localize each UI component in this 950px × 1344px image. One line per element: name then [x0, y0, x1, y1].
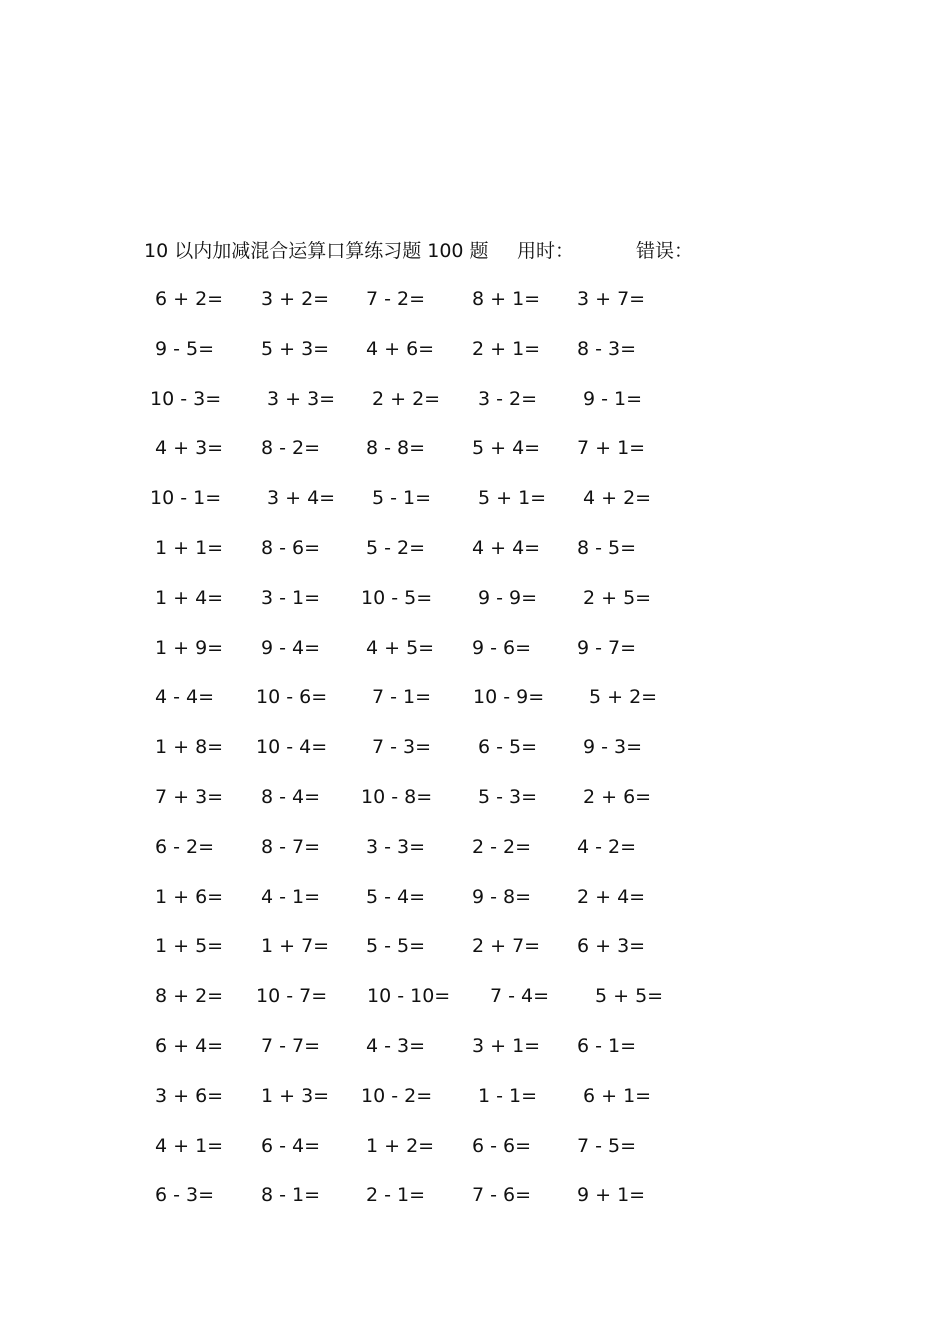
problem-item: 1 - 1=: [478, 1084, 538, 1107]
problem-item: 10 - 4=: [256, 736, 328, 759]
problem-item: 6 - 5=: [478, 736, 538, 759]
problem-row: [0, 1182, 950, 1232]
problem-row: [0, 286, 950, 336]
problem-item: 1 + 5=: [155, 935, 224, 958]
problem-item: 3 - 1=: [261, 586, 321, 609]
problem-item: 10 - 5=: [361, 586, 433, 609]
problem-item: 2 + 5=: [583, 586, 652, 609]
problem-item: 5 - 2=: [366, 536, 426, 559]
problem-item: 9 - 3=: [583, 736, 643, 759]
problem-item: 4 - 2=: [577, 835, 637, 858]
problem-row: [0, 1083, 950, 1133]
errors-label: 错误：: [636, 240, 694, 262]
problem-item: 5 - 1=: [372, 487, 432, 510]
problem-item: 9 - 5=: [155, 337, 215, 360]
problem-item: 7 - 3=: [372, 736, 432, 759]
problem-item: 7 - 1=: [372, 686, 432, 709]
problem-item: 3 - 3=: [366, 835, 426, 858]
problem-item: 2 + 7=: [472, 935, 541, 958]
problem-item: 8 - 3=: [577, 337, 637, 360]
problem-item: 8 - 6=: [261, 536, 321, 559]
problem-item: 3 + 2=: [261, 288, 330, 310]
problem-item: 3 + 1=: [472, 1034, 541, 1057]
problem-item: 6 + 4=: [155, 1034, 224, 1057]
problem-item: 6 - 6=: [472, 1134, 532, 1157]
problem-item: 3 + 6=: [155, 1084, 224, 1107]
problem-item: 5 + 5=: [595, 985, 664, 1008]
problem-item: 2 + 6=: [583, 785, 652, 808]
problem-item: 6 - 4=: [261, 1134, 321, 1157]
problem-item: 4 - 3=: [366, 1034, 426, 1057]
problem-row: [0, 386, 950, 436]
problem-item: 1 + 3=: [261, 1084, 330, 1107]
problem-item: 8 - 4=: [261, 785, 321, 808]
problem-item: 6 - 1=: [577, 1034, 637, 1057]
problem-item: 8 - 2=: [261, 437, 321, 460]
problem-item: 6 - 3=: [155, 1184, 215, 1207]
problem-item: 6 + 3=: [577, 935, 646, 958]
worksheet-title: 10 以内加减混合运算口算练习题 100 题: [144, 240, 489, 262]
problem-item: 9 + 1=: [577, 1184, 646, 1207]
problem-row: [0, 1133, 950, 1183]
problem-item: 7 - 2=: [366, 288, 426, 310]
problem-grid: [0, 286, 950, 1232]
problem-item: 7 - 4=: [490, 985, 550, 1008]
problem-row: [0, 585, 950, 635]
problem-item: 3 + 4=: [267, 487, 336, 510]
problem-item: 2 + 1=: [472, 337, 541, 360]
problem-item: 1 + 4=: [155, 586, 224, 609]
problem-item: 5 - 5=: [366, 935, 426, 958]
problem-item: 6 + 1=: [583, 1084, 652, 1107]
problem-item: 5 - 4=: [366, 885, 426, 908]
problem-item: 10 - 1=: [150, 487, 222, 510]
problem-row: [0, 1033, 950, 1083]
problem-row: [0, 834, 950, 884]
problem-item: 7 - 7=: [261, 1034, 321, 1057]
problem-item: 7 + 1=: [577, 437, 646, 460]
problem-item: 10 - 2=: [361, 1084, 433, 1107]
problem-item: 10 - 9=: [473, 686, 545, 709]
problem-item: 1 + 1=: [155, 536, 224, 559]
problem-item: 2 - 2=: [472, 835, 532, 858]
problem-row: [0, 435, 950, 485]
problem-item: 5 + 2=: [589, 686, 658, 709]
problem-item: 9 - 6=: [472, 636, 532, 659]
problem-item: 5 + 1=: [478, 487, 547, 510]
problem-row: [0, 535, 950, 585]
problem-item: 9 - 7=: [577, 636, 637, 659]
problem-item: 10 - 8=: [361, 785, 433, 808]
problem-item: 10 - 7=: [256, 985, 328, 1008]
problem-item: 5 + 3=: [261, 337, 330, 360]
problem-item: 8 - 5=: [577, 536, 637, 559]
problem-item: 9 - 1=: [583, 387, 643, 410]
problem-item: 3 + 3=: [267, 387, 336, 410]
problem-item: 4 + 1=: [155, 1134, 224, 1157]
problem-item: 1 + 2=: [366, 1134, 435, 1157]
problem-item: 10 - 3=: [150, 387, 222, 410]
problem-row: [0, 983, 950, 1033]
problem-row: [0, 635, 950, 685]
problem-item: 4 - 4=: [155, 686, 215, 709]
problem-item: 5 - 3=: [478, 785, 538, 808]
problem-item: 8 + 1=: [472, 288, 541, 310]
problem-item: 6 - 2=: [155, 835, 215, 858]
problem-item: 1 + 8=: [155, 736, 224, 759]
problem-item: 8 - 7=: [261, 835, 321, 858]
problem-item: 5 + 4=: [472, 437, 541, 460]
problem-item: 10 - 10=: [367, 985, 451, 1008]
time-used-label: 用时：: [517, 240, 575, 262]
problem-item: 4 + 6=: [366, 337, 435, 360]
problem-row: [0, 784, 950, 834]
problem-item: 8 - 8=: [366, 437, 426, 460]
problem-item: 2 + 2=: [372, 387, 441, 410]
problem-item: 9 - 4=: [261, 636, 321, 659]
problem-item: 6 + 2=: [155, 288, 224, 310]
problem-row: [0, 933, 950, 983]
problem-item: 4 + 2=: [583, 487, 652, 510]
problem-row: [0, 684, 950, 734]
problem-row: [0, 734, 950, 784]
problem-row: [0, 884, 950, 934]
problem-item: 9 - 9=: [478, 586, 538, 609]
problem-item: 8 + 2=: [155, 985, 224, 1008]
problem-item: 3 + 7=: [577, 288, 646, 310]
problem-item: 8 - 1=: [261, 1184, 321, 1207]
problem-item: 3 - 2=: [478, 387, 538, 410]
problem-row: [0, 485, 950, 535]
problem-item: 4 + 3=: [155, 437, 224, 460]
problem-item: 7 - 5=: [577, 1134, 637, 1157]
problem-item: 2 + 4=: [577, 885, 646, 908]
problem-row: [0, 336, 950, 386]
problem-item: 1 + 6=: [155, 885, 224, 908]
problem-item: 7 - 6=: [472, 1184, 532, 1207]
problem-item: 4 - 1=: [261, 885, 321, 908]
problem-item: 4 + 4=: [472, 536, 541, 559]
problem-item: 7 + 3=: [155, 785, 224, 808]
problem-item: 1 + 9=: [155, 636, 224, 659]
problem-item: 2 - 1=: [366, 1184, 426, 1207]
problem-item: 9 - 8=: [472, 885, 532, 908]
problem-item: 4 + 5=: [366, 636, 435, 659]
problem-item: 10 - 6=: [256, 686, 328, 709]
problem-item: 1 + 7=: [261, 935, 330, 958]
